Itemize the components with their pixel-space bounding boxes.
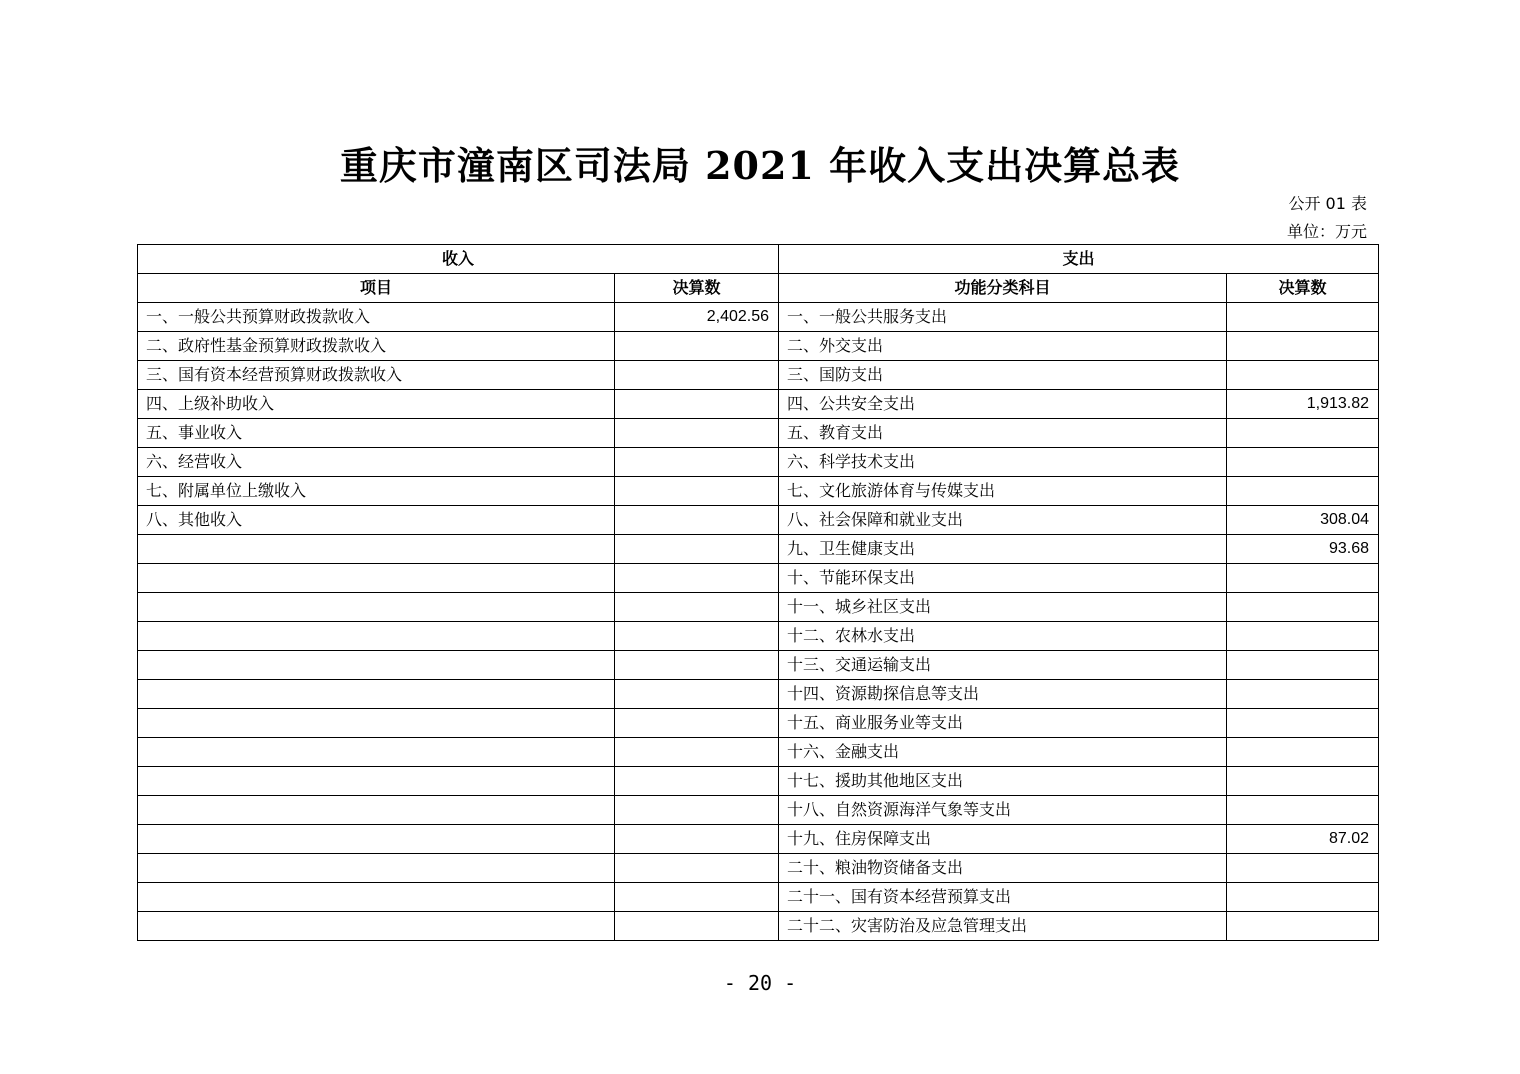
expense-item-cell: 十、节能环保支出 [779,564,1227,593]
expense-amount-cell [1227,622,1379,651]
unit-label: 单位：万元 [1286,222,1367,241]
table-row [138,825,1379,854]
expense-amount-cell [1227,883,1379,912]
expense-amount-cell [1227,564,1379,593]
table-row [138,419,1379,448]
expense-item-cell: 二、外交支出 [779,332,1227,361]
income-amount-cell [615,390,779,419]
income-item-cell [138,680,615,709]
income-amount-cell [615,419,779,448]
table-row [138,535,1379,564]
income-item-cell: 七、附属单位上缴收入 [138,477,615,506]
expense-amount-cell: 1,913.82 [1227,390,1379,419]
income-item-cell: 四、上级补助收入 [138,390,615,419]
income-item-cell [138,854,615,883]
expense-item-cell: 十九、住房保障支出 [779,825,1227,854]
table-row [138,506,1379,535]
expense-amount-cell [1227,448,1379,477]
income-item-cell: 六、经营收入 [138,448,615,477]
income-amount-cell [615,709,779,738]
table-row [138,767,1379,796]
expense-item-cell: 十四、资源勘探信息等支出 [779,680,1227,709]
expense-item-cell: 四、公共安全支出 [779,390,1227,419]
expense-amount-cell [1227,477,1379,506]
expense-amount-cell [1227,767,1379,796]
expense-item-cell: 七、文化旅游体育与传媒支出 [779,477,1227,506]
income-item-cell [138,564,615,593]
section-header-row [138,245,1379,274]
page-title: 重庆市潼南区司法局 2021 年收入支出决算总表 [339,143,1181,188]
expense-item-cell: 十一、城乡社区支出 [779,593,1227,622]
income-item-cell [138,796,615,825]
income-amount-cell [615,854,779,883]
expense-amount-cell [1227,912,1379,941]
income-amount-cell [615,361,779,390]
income-header: 收入 [138,245,779,274]
table-row [138,448,1379,477]
income-item-cell [138,709,615,738]
table-row [138,593,1379,622]
income-amount-cell [615,651,779,680]
expense-item-cell: 九、卫生健康支出 [779,535,1227,564]
table-row [138,564,1379,593]
expense-amount-cell: 93.68 [1227,535,1379,564]
table-row [138,796,1379,825]
expense-amount-cell [1227,651,1379,680]
income-item-cell [138,825,615,854]
expense-amount-cell [1227,593,1379,622]
expense-amount-header: 决算数 [1227,274,1379,303]
table-row [138,738,1379,767]
expense-item-cell: 二十、粮油物资储备支出 [779,854,1227,883]
expense-item-cell: 五、教育支出 [779,419,1227,448]
income-item-cell [138,651,615,680]
table-row [138,883,1379,912]
expense-amount-cell [1227,419,1379,448]
expense-item-cell: 十三、交通运输支出 [779,651,1227,680]
income-item-cell [138,883,615,912]
expense-item-cell: 一、一般公共服务支出 [779,303,1227,332]
expense-amount-cell [1227,303,1379,332]
expense-item-cell: 十八、自然资源海洋气象等支出 [779,796,1227,825]
income-item-cell [138,593,615,622]
expense-amount-cell [1227,854,1379,883]
income-item-cell: 二、政府性基金预算财政拨款收入 [138,332,615,361]
table-row [138,361,1379,390]
table-code: 公开 01 表 [1288,194,1367,213]
category-header: 功能分类科目 [779,274,1227,303]
table-row [138,854,1379,883]
column-header-row [138,274,1379,303]
table-row [138,303,1379,332]
income-item-cell: 五、事业收入 [138,419,615,448]
expense-item-cell: 三、国防支出 [779,361,1227,390]
expense-amount-cell [1227,709,1379,738]
expense-item-cell: 十五、商业服务业等支出 [779,709,1227,738]
income-item-cell: 三、国有资本经营预算财政拨款收入 [138,361,615,390]
income-amount-cell: 2,402.56 [615,303,779,332]
income-item-cell [138,912,615,941]
expense-item-cell: 二十二、灾害防治及应急管理支出 [779,912,1227,941]
income-item-cell [138,767,615,796]
income-amount-cell [615,564,779,593]
income-amount-cell [615,912,779,941]
income-amount-cell [615,767,779,796]
income-amount-cell [615,825,779,854]
table-row [138,680,1379,709]
income-amount-header: 决算数 [615,274,779,303]
income-amount-cell [615,332,779,361]
table-row [138,709,1379,738]
table-row [138,390,1379,419]
budget-table [137,244,1379,941]
item-header: 项目 [138,274,615,303]
table-row [138,622,1379,651]
income-amount-cell [615,622,779,651]
income-amount-cell [615,593,779,622]
expense-amount-cell [1227,796,1379,825]
expense-amount-cell [1227,680,1379,709]
income-item-cell [138,622,615,651]
table-row [138,912,1379,941]
income-item-cell [138,535,615,564]
income-amount-cell [615,738,779,767]
expense-item-cell: 二十一、国有资本经营预算支出 [779,883,1227,912]
expense-amount-cell [1227,361,1379,390]
table-row [138,651,1379,680]
income-amount-cell [615,535,779,564]
income-amount-cell [615,883,779,912]
income-item-cell: 八、其他收入 [138,506,615,535]
income-item-cell: 一、一般公共预算财政拨款收入 [138,303,615,332]
expense-header: 支出 [779,245,1379,274]
table-row [138,332,1379,361]
expense-item-cell: 十二、农林水支出 [779,622,1227,651]
income-item-cell [138,738,615,767]
income-amount-cell [615,796,779,825]
income-amount-cell [615,448,779,477]
expense-amount-cell: 308.04 [1227,506,1379,535]
page-number: - 20 - [723,971,797,995]
expense-amount-cell: 87.02 [1227,825,1379,854]
income-amount-cell [615,477,779,506]
expense-item-cell: 六、科学技术支出 [779,448,1227,477]
expense-item-cell: 十六、金融支出 [779,738,1227,767]
expense-amount-cell [1227,332,1379,361]
expense-item-cell: 八、社会保障和就业支出 [779,506,1227,535]
income-amount-cell [615,506,779,535]
table-row [138,477,1379,506]
income-amount-cell [615,680,779,709]
expense-item-cell: 十七、援助其他地区支出 [779,767,1227,796]
expense-amount-cell [1227,738,1379,767]
